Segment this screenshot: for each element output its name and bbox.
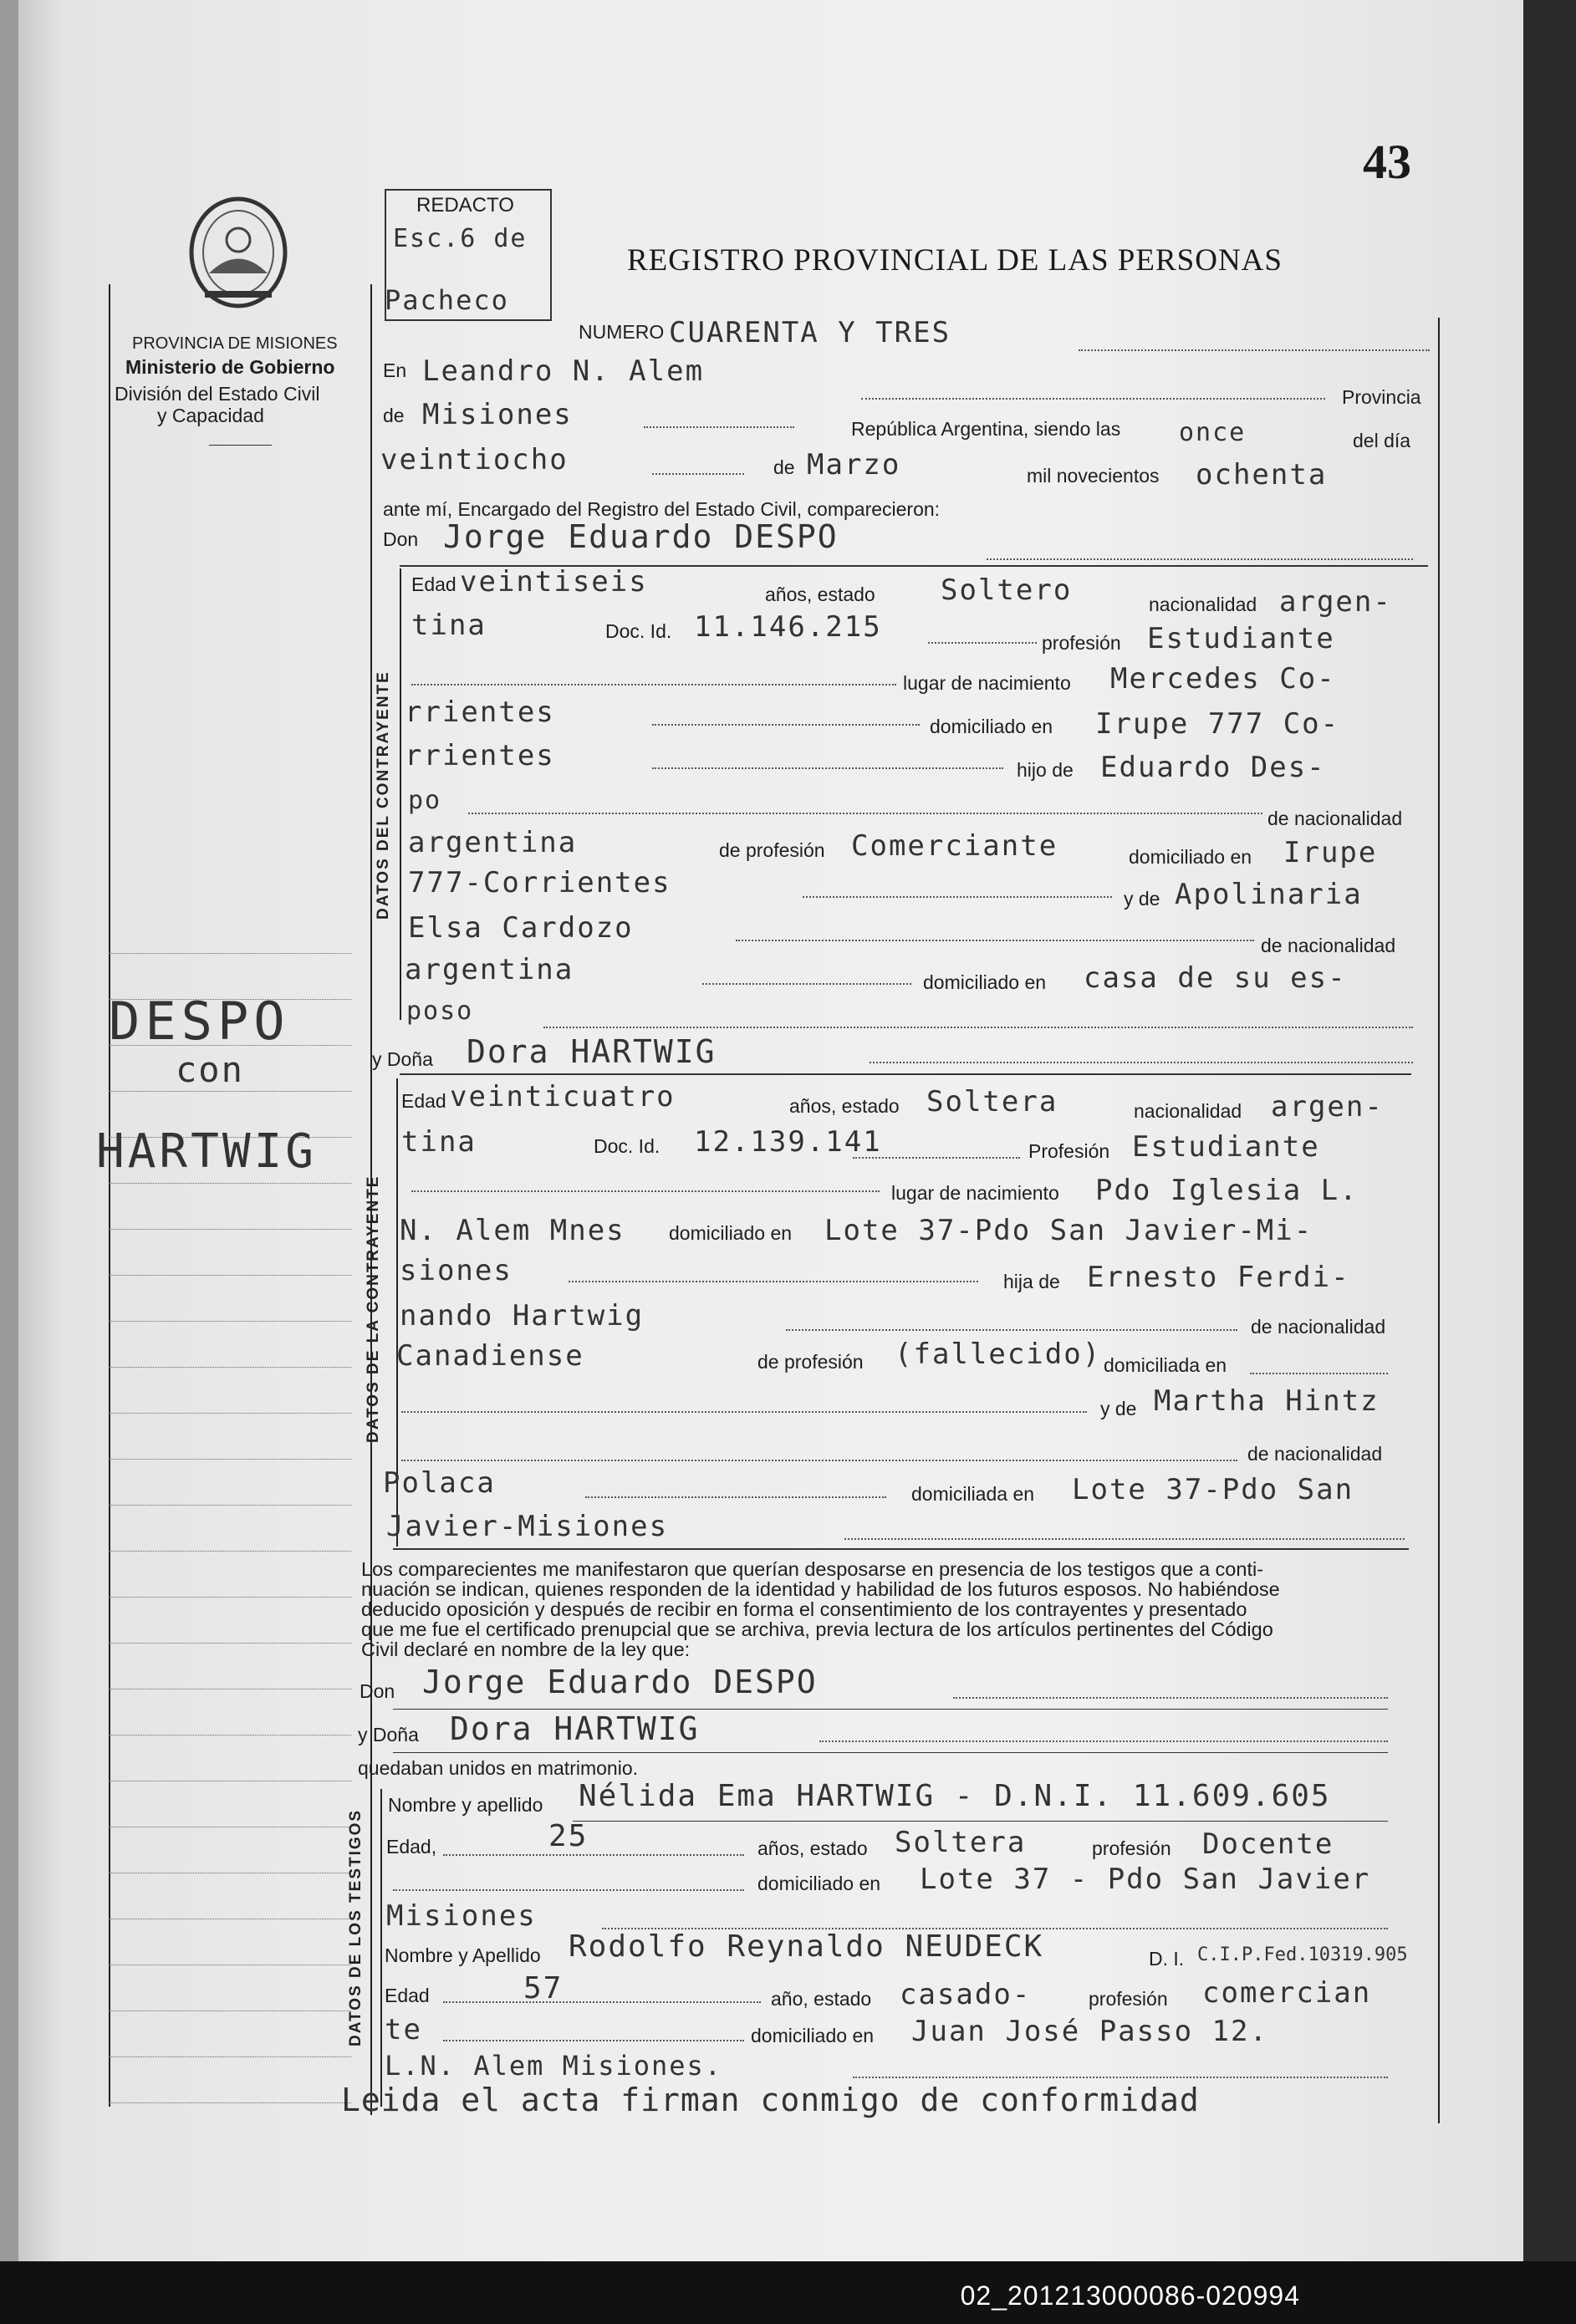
numero-fill xyxy=(1079,349,1430,351)
c-hijo-label: hijo de xyxy=(1017,759,1074,781)
decl-dona-label: y Doña xyxy=(358,1724,419,1746)
t1-nombre-rule xyxy=(573,1821,1388,1822)
contrayenta-section-label: DATOS DE LA CONTRAYENTE xyxy=(365,1175,382,1443)
page-edge xyxy=(0,0,18,2261)
contrayenta-rule xyxy=(400,1073,1411,1075)
c-hijo-fill xyxy=(652,767,1003,769)
scan-footer-bar xyxy=(0,2261,1576,2324)
t2-nombre-value: Rodolfo Reynaldo NEUDECK xyxy=(569,1929,1044,1964)
don-label: Don xyxy=(383,528,419,550)
decl-don-label: Don xyxy=(360,1680,395,1702)
declaration-line-2: nuación se indican, quienes responden de la identidad y habilidad de los futuros esposos. No habiéndose xyxy=(361,1578,1280,1600)
declaration-line-5: Civil declaré en nombre de la ley que: xyxy=(361,1639,691,1660)
c-madre-dom-value-2: poso xyxy=(406,996,474,1026)
f-y-de-label: y de xyxy=(1100,1398,1137,1419)
ministry-label: Ministerio de Gobierno xyxy=(125,356,335,378)
contrayente-section-label: DATOS DEL CONTRAYENTE xyxy=(375,670,392,920)
f-hija-label: hija de xyxy=(1003,1271,1060,1292)
c-edad-value: veintiseis xyxy=(460,565,648,599)
f-madre-dom-value-1: Lote 37-Pdo San xyxy=(1072,1473,1354,1506)
f-yde-fill xyxy=(401,1411,1087,1413)
t2-di-value: C.I.P.Fed.10319.905 xyxy=(1197,1944,1408,1965)
f-madre-dom-value-2: Javier-Misiones xyxy=(386,1510,669,1543)
c-nacionalidad-label: nacionalidad xyxy=(1149,594,1257,615)
t1-edad-label: Edad, xyxy=(386,1836,437,1858)
t2-estado-label: año, estado xyxy=(771,1988,872,2010)
t2-dom-fill xyxy=(443,2040,744,2041)
stamp-line-1: REDACTO xyxy=(416,194,514,217)
f-padre-value-1: Ernesto Ferdi- xyxy=(1087,1261,1350,1294)
dia-fill xyxy=(652,473,744,475)
c-de-profesion-label: de profesión xyxy=(719,839,825,861)
f-madre-nac-value: Polaca xyxy=(383,1466,496,1500)
c-doc-fill xyxy=(928,642,1037,644)
f-doc-value: 12.139.141 xyxy=(694,1125,882,1159)
f-estado-value: Soltera xyxy=(926,1085,1058,1119)
f-padre-dom-fill xyxy=(1250,1373,1388,1374)
t1-dom-fill xyxy=(393,1889,744,1891)
don-value: Jorge Eduardo DESPO xyxy=(443,518,839,555)
en-value: Leandro N. Alem xyxy=(422,354,705,388)
c-madre-dom-value-1: casa de su es- xyxy=(1084,961,1347,995)
t1-nombre-label: Nombre y apellido xyxy=(388,1794,543,1816)
t2-profesion-value-2: te xyxy=(385,2013,422,2046)
f-anios-estado-label: años, estado xyxy=(789,1095,900,1117)
dia-value: veintiocho xyxy=(380,443,569,477)
mil-label: mil novecientos xyxy=(1027,465,1160,487)
f-madre-nac-label: de nacionalidad xyxy=(1247,1443,1383,1465)
decl-dona-rule xyxy=(393,1752,1388,1753)
provincial-seal-icon xyxy=(184,194,293,311)
f-padre-nac-value: Canadiense xyxy=(396,1339,584,1373)
t2-dom-label: domiciliado en xyxy=(751,2025,875,2046)
t2-estado-value: casado- xyxy=(900,1978,1032,2011)
numero-value: CUARENTA Y TRES xyxy=(669,316,951,349)
margin-note-line-1: DESPO xyxy=(109,991,290,1052)
c-domicilio-value-1: Irupe 777 Co- xyxy=(1095,707,1340,741)
mes-value: Marzo xyxy=(807,448,901,482)
c-doc-value: 11.146.215 xyxy=(694,610,882,644)
decl-dona-fill xyxy=(819,1740,1388,1742)
c-madre-dom-label: domiciliado en xyxy=(923,971,1047,993)
f-nacionalidad-value-2: tina xyxy=(401,1125,477,1159)
t1-nombre-value: Nélida Ema HARTWIG - D.N.I. 11.609.605 xyxy=(579,1779,1331,1813)
t2-edad-fill xyxy=(443,2001,761,2003)
c-profesion-label: profesión xyxy=(1042,632,1121,654)
decl-don-value: Jorge Eduardo DESPO xyxy=(422,1664,818,1700)
t2-dom-value-1: Juan José Passo 12. xyxy=(911,2015,1268,2048)
t2-profesion-label: profesión xyxy=(1089,1988,1168,2010)
c-padre-prof-value: Comerciante xyxy=(851,829,1058,863)
decl-dona-value: Dora HARTWIG xyxy=(450,1710,700,1747)
f-hija-fill xyxy=(569,1281,978,1282)
c-profesion-value: Estudiante xyxy=(1147,622,1335,655)
province-label: PROVINCIA DE MISIONES xyxy=(132,334,338,353)
c-lugar-label: lugar de nacimiento xyxy=(903,672,1071,694)
decl-don-fill xyxy=(953,1697,1388,1699)
left-margin-line xyxy=(109,284,110,2107)
f-domicilio-label: domiciliado en xyxy=(669,1222,793,1244)
division-label-1: División del Estado Civil xyxy=(115,383,320,405)
ante-text: ante mí, Encargado del Registro del Estado Civil, comparecieron: xyxy=(383,498,941,520)
t1-edad-value: 25 xyxy=(548,1819,589,1853)
c-doc-label: Doc. Id. xyxy=(605,620,672,642)
stamp-line-3: Pacheco xyxy=(385,284,509,316)
dona-fill xyxy=(870,1062,1413,1063)
c-madre-nac-value: argentina xyxy=(405,953,574,986)
division-label-2: y Capacidad xyxy=(157,405,264,426)
c-dom-fill xyxy=(652,724,920,726)
c-madre-value-1: Apolinaria xyxy=(1175,878,1363,911)
dona-label: y Doña xyxy=(372,1048,433,1070)
scan-id-label: 02_201213000086-020994 xyxy=(960,2281,1300,2311)
c-de-nacionalidad-label: de nacionalidad xyxy=(1267,808,1403,829)
f-doc-fill xyxy=(853,1157,1020,1159)
c-padre-fill xyxy=(468,813,1262,814)
t2-edad-value: 57 xyxy=(523,1971,564,2005)
numero-label: NUMERO xyxy=(579,321,665,343)
c-padre-value-1: Eduardo Des- xyxy=(1100,751,1326,784)
c-lugar-fill xyxy=(411,684,896,685)
c-estado-value: Soltero xyxy=(941,573,1073,607)
c-yde-fill xyxy=(803,896,1112,898)
t2-edad-label: Edad xyxy=(385,1985,430,2006)
f-doc-label: Doc. Id. xyxy=(594,1135,660,1157)
t1-estado-value: Soltera xyxy=(895,1826,1027,1859)
page-number: 43 xyxy=(1363,135,1411,189)
f-de-nacionalidad-label: de nacionalidad xyxy=(1251,1316,1386,1338)
f-profesion-label: Profesión xyxy=(1028,1140,1110,1162)
c-padre-dom-label: domiciliado en xyxy=(1129,846,1252,868)
dona-value: Dora HARTWIG xyxy=(467,1033,717,1070)
c-padre-dom-value-1: Irupe xyxy=(1283,836,1378,869)
c-domicilio-label: domiciliado en xyxy=(930,716,1053,737)
c-domicilio-value-2: rrientes xyxy=(405,739,555,772)
f-lugar-label: lugar de nacimiento xyxy=(891,1182,1059,1204)
decl-don-rule xyxy=(393,1709,1388,1710)
declaration-line-4: que me fue el certificado prenupcial que se archiva, previa lectura de los artículos pertinentes del Código xyxy=(361,1618,1273,1640)
header-rule xyxy=(209,445,272,446)
form-right-line xyxy=(1438,318,1440,2123)
f-madre-fill xyxy=(401,1460,1237,1461)
don-fill xyxy=(987,558,1413,560)
c-madre-fill xyxy=(736,940,1254,941)
f-end-fill xyxy=(844,1538,1405,1540)
f-domicilio-value-1: Lote 37-Pdo San Javier-Mi- xyxy=(824,1214,1313,1247)
en-label: En xyxy=(383,359,407,381)
f-madre-value: Martha Hintz xyxy=(1154,1384,1380,1418)
contrayenta-end-rule xyxy=(393,1548,1409,1550)
f-edad-value: veinticuatro xyxy=(450,1080,676,1114)
t2-profesion-value-1: comercian xyxy=(1202,1976,1372,2010)
en-fill xyxy=(861,398,1325,400)
t2-nombre-label: Nombre y Apellido xyxy=(385,1944,541,1966)
f-padre-fill xyxy=(786,1329,1237,1331)
c-padre-dom-value-2: 777-Corrientes xyxy=(408,866,671,900)
t1-edad-fill xyxy=(443,1854,744,1856)
f-padre-value-2: nando Hartwig xyxy=(400,1299,645,1333)
c-lugar-value-2: rrientes xyxy=(405,696,555,729)
testigos-section-label: DATOS DE LOS TESTIGOS xyxy=(347,1808,365,2046)
t2-dom-value-2: L.N. Alem Misiones. xyxy=(385,2050,723,2082)
de-fill xyxy=(644,426,794,428)
de-value: Misiones xyxy=(422,398,573,431)
t1-profesion-value: Docente xyxy=(1202,1827,1334,1861)
f-lugar-value-1: Pdo Iglesia L. xyxy=(1095,1174,1359,1207)
de-mes-label: de xyxy=(773,456,795,478)
de-label: de xyxy=(383,405,405,426)
provincia-label: Provincia xyxy=(1342,386,1421,408)
testigos-bracket xyxy=(380,1789,382,2107)
closing-text: Leida el acta firman conmigo de conformidad xyxy=(341,2082,1200,2118)
c-anios-estado-label: años, estado xyxy=(765,584,875,605)
f-lugar-fill xyxy=(411,1190,880,1192)
t1-estado-label: años, estado xyxy=(757,1837,868,1859)
f-edad-label: Edad xyxy=(401,1090,446,1112)
f-lugar-value-2: N. Alem Mnes xyxy=(400,1214,625,1247)
margin-note-line-2: con xyxy=(176,1049,244,1090)
unidos-text: quedaban unidos en matrimonio. xyxy=(358,1757,639,1779)
declaration-line-3: deducido oposición y después de recibir en forma el consentimiento de los contrayentes y presentado xyxy=(361,1598,1247,1620)
t1-dom-value-1: Lote 37 - Pdo San Javier xyxy=(920,1863,1371,1896)
f-profesion-value: Estudiante xyxy=(1132,1130,1320,1164)
t1-dom-value-2: Misiones xyxy=(386,1899,537,1933)
t2-di-label: D. I. xyxy=(1149,1948,1185,1970)
t1-dom-label: domiciliado en xyxy=(757,1873,881,1894)
t2-end-fill xyxy=(853,2077,1388,2078)
f-madre-nac-fill xyxy=(585,1496,886,1498)
anio-value: ochenta xyxy=(1196,458,1328,492)
c-madre-nac-label: de nacionalidad xyxy=(1261,935,1396,956)
margin-note-line-3: HARTWIG xyxy=(96,1124,318,1179)
document-title: REGISTRO PROVINCIAL DE LAS PERSONAS xyxy=(627,243,1283,278)
c-lugar-value-1: Mercedes Co- xyxy=(1110,662,1336,696)
c-padre-nac-value: argentina xyxy=(408,826,578,859)
f-padre-prof-value: (fallecido) xyxy=(895,1338,1102,1371)
c-madre-value-2: Elsa Cardozo xyxy=(408,911,634,945)
f-padre-dom-label: domiciliada en xyxy=(1104,1354,1227,1376)
c-y-de-label: y de xyxy=(1124,888,1160,910)
f-nacionalidad-label: nacionalidad xyxy=(1134,1100,1242,1122)
c-end-fill xyxy=(543,1027,1413,1028)
del-dia-label: del día xyxy=(1353,430,1411,451)
f-domicilio-value-2: siones xyxy=(400,1254,513,1287)
stamp-line-2: Esc.6 de xyxy=(393,224,528,253)
c-nacionalidad-value-1: argen- xyxy=(1279,585,1392,619)
declaration-line-1: Los comparecientes me manifestaron que querían desposarse en presencia de los testigos que a conti- xyxy=(361,1558,1264,1580)
c-padre-value-2: po xyxy=(408,786,442,815)
contrayente-bracket xyxy=(400,568,401,1020)
c-nacionalidad-value-2: tina xyxy=(411,609,487,642)
c-edad-label: Edad xyxy=(411,573,456,595)
f-madre-dom-label: domiciliada en xyxy=(911,1483,1035,1505)
f-de-profesion-label: de profesión xyxy=(757,1351,864,1373)
f-nacionalidad-value-1: argen- xyxy=(1271,1090,1384,1124)
republica-label: República Argentina, siendo las xyxy=(851,418,1121,440)
c-madre-nac-fill xyxy=(702,983,911,985)
hora-value: once xyxy=(1179,418,1247,447)
t1-profesion-label: profesión xyxy=(1092,1837,1171,1859)
